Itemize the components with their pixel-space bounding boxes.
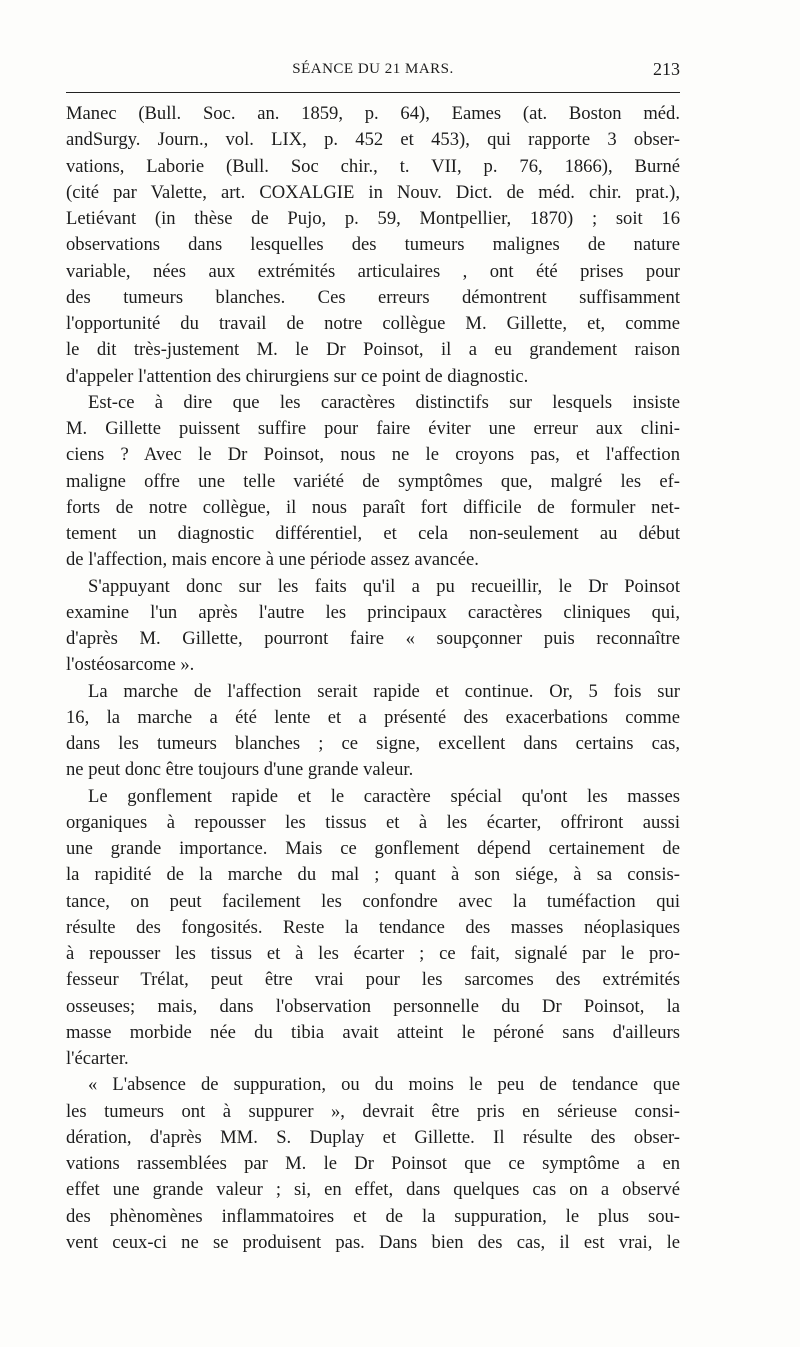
text-line: des tumeurs blanches. Ces erreurs démontrent suffisamment (66, 286, 680, 308)
text-line: (cité par Valette, art. COXALGIE in Nouv. Dict. de méd. chir. prat.), (66, 181, 680, 203)
text-line: examine l'un après l'autre les principaux caractères cliniques qui, (66, 601, 680, 623)
text-line: dération, d'après MM. S. Duplay et Gillette. Il résulte des obser- (66, 1126, 680, 1148)
text-line: de l'affection, mais encore à une période assez avancée. (66, 549, 479, 571)
text-line: vations, Laborie (Bull. Soc chir., t. VII, p. 76, 1866), Burné (66, 155, 680, 177)
text-line: une grande importance. Mais ce gonflement dépend certainement de (66, 838, 680, 859)
running-title: SÉANCE DU 21 MARS. (292, 61, 454, 77)
text-line: M. Gillette puissent suffire pour faire éviter une erreur aux clini- (66, 418, 680, 439)
text-line: ne peut donc être toujours d'une grande valeur. (66, 759, 414, 781)
header-rule (66, 92, 680, 93)
text-line: effet une grande valeur ; si, en effet, dans quelques cas on a observé (66, 1179, 680, 1201)
text-line: les tumeurs ont à suppurer », devrait être pris en sérieuse consi- (66, 1100, 680, 1122)
text-line: « L'absence de suppuration, ou du moins le peu de tendance que (88, 1074, 680, 1096)
text-line: vent ceux-ci ne se produisent pas. Dans bien des cas, il est vrai, le (66, 1231, 680, 1253)
text-line: S'appuyant donc sur les faits qu'il a pu recueillir, le Dr Poinsot (88, 575, 680, 597)
text-line: tance, on peut facilement les confondre avec la tuméfaction qui (66, 890, 680, 912)
document-page (66, 0, 680, 1253)
text-line: Le gonflement rapide et le caractère spécial qu'ont les masses (88, 785, 680, 807)
text-line: forts de notre collègue, il nous paraît fort difficile de formuler net- (66, 496, 680, 518)
text-line: Letiévant (in thèse de Pujo, p. 59, Montpellier, 1870) ; soit 16 (66, 208, 680, 229)
text-line: observations dans lesquelles des tumeurs malignes de nature (66, 234, 680, 256)
page-header (66, 0, 680, 95)
text-line: masse morbide née du tibia avait atteint le péroné sans d'ailleurs (66, 1021, 680, 1043)
text-line: à repousser les tissus et à les écarter ; ce fait, signalé par le pro- (66, 943, 680, 964)
text-line: Est-ce à dire que les caractères distinctifs sur lesquels insiste (88, 391, 680, 413)
text-line: 16, la marche a été lente et a présenté des exacerbations comme (66, 706, 680, 728)
text-line: organiques à repousser les tissus et à les écarter, offriront aussi (66, 811, 680, 833)
text-line: andSurgy. Journ., vol. LIX, p. 452 et 453), qui rapporte 3 obser- (66, 129, 680, 151)
text-line: Manec (Bull. Soc. an. 1859, p. 64), Eames (at. Boston méd. (66, 103, 680, 124)
text-line: maligne offre une telle variété de symptômes que, malgré les ef- (66, 470, 680, 492)
text-line: le dit très-justement M. le Dr Poinsot, il a eu grandement raison (66, 339, 680, 361)
text-line: dans les tumeurs blanches ; ce signe, excellent dans certains cas, (66, 733, 680, 754)
text-line: l'opportunité du travail de notre collègue M. Gillette, et, comme (66, 313, 680, 334)
text-line: tement un diagnostic différentiel, et cela non-seulement au début (66, 523, 680, 544)
text-line: ciens ? Avec le Dr Poinsot, nous ne le croyons pas, et l'affection (66, 444, 680, 466)
text-line: la rapidité de la marche du mal ; quant à son siége, à sa consis- (66, 864, 680, 886)
text-line: variable, nées aux extrémités articulaires , ont été prises pour (66, 260, 680, 282)
text-line: d'après M. Gillette, pourront faire « soupçonner puis reconnaître (66, 628, 680, 649)
text-line: l'ostéosarcome ». (66, 654, 195, 676)
text-line: des phènomènes inflammatoires et de la suppuration, le plus sou- (66, 1205, 680, 1227)
text-line: vations rassemblées par M. le Dr Poinsot que ce symptôme a en (66, 1153, 680, 1174)
text-line: résulte des fongosités. Reste la tendance des masses néoplasiques (66, 916, 680, 938)
body-text (66, 101, 680, 1256)
text-line: La marche de l'affection serait rapide et continue. Or, 5 fois sur (88, 680, 680, 702)
text-line: l'écarter. (66, 1048, 129, 1069)
text-line: d'appeler l'attention des chirurgiens sur ce point de diagnostic. (66, 365, 529, 387)
page-number: 213 (653, 59, 680, 79)
text-line: osseuses; mais, dans l'observation personnelle du Dr Poinsot, la (66, 995, 680, 1017)
text-line: fesseur Trélat, peut être vrai pour les sarcomes des extrémités (66, 969, 680, 991)
